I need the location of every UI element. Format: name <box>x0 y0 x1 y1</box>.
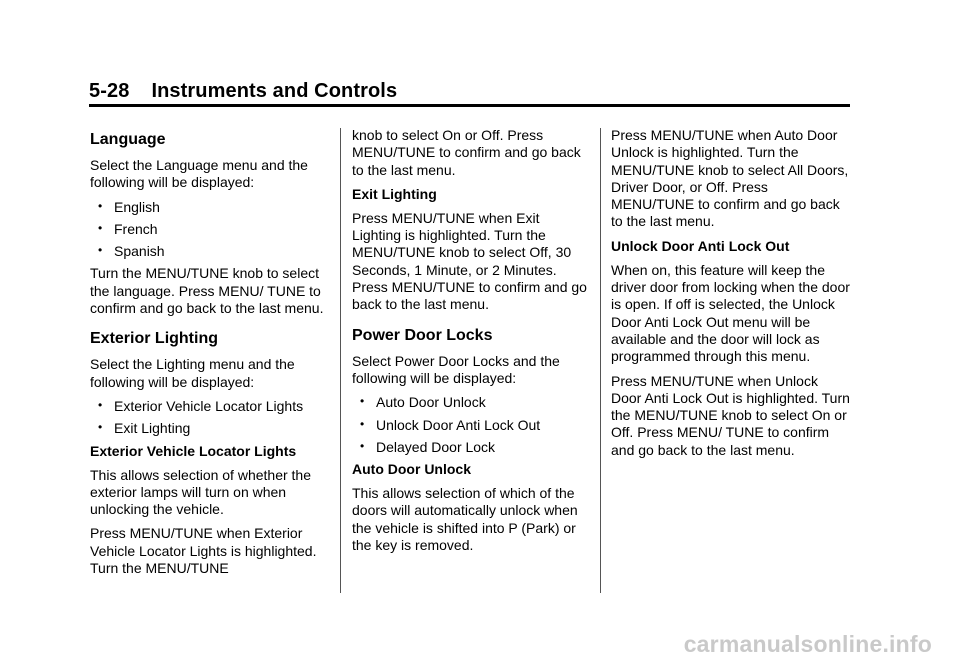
list-item: • Exterior Vehicle Locator Lights <box>98 397 304 414</box>
bullet-icon: • <box>360 394 365 409</box>
heading-unlock-door-anti-lock-out: Unlock Door Anti Lock Out <box>611 237 790 254</box>
list-item: • Delayed Door Lock <box>360 438 496 455</box>
page-number: 5-28 <box>89 80 130 102</box>
bullet-icon: • <box>98 420 103 435</box>
locator-lights-text: This allows selection of whether the exterior lamps will turn on when unlocking the vehicle. <box>90 466 311 518</box>
anti-lock-out-text: When on, this feature will keep the driver door from locking when the door is open. If off is selected, the Unlock Door Anti Lock Out menu will be available and the door will lock as programmed through this menu. <box>611 261 850 365</box>
column-divider-2 <box>600 128 601 593</box>
language-outro: Turn the MENU/TUNE knob to select the language. Press MENU/ TUNE to confirm and go back to the last menu. <box>90 265 324 317</box>
column-3 <box>611 127 851 466</box>
list-item: • English <box>98 198 160 215</box>
heading-exit-lighting: Exit Lighting <box>352 185 437 202</box>
locator-lights-instructions: Press MENU/TUNE when Exterior Vehicle Locator Lights is highlighted. Turn the MENU/TUNE <box>90 525 317 577</box>
power-door-locks-list <box>352 394 592 456</box>
column-divider-1 <box>340 128 341 593</box>
heading-exterior-lighting: Exterior Lighting <box>90 330 218 348</box>
language-list <box>90 199 330 261</box>
bullet-icon: • <box>98 397 103 412</box>
heading-language: Language <box>90 131 166 148</box>
header-rule <box>89 104 850 107</box>
bullet-icon: • <box>360 438 365 453</box>
exterior-lighting-list <box>90 398 330 438</box>
watermark: carmanualsonline.info <box>683 631 932 657</box>
list-item: • French <box>98 220 158 237</box>
exit-lighting-text: Press MENU/TUNE when Exit Lighting is highlighted. Turn the MENU/TUNE knob to select Off, 30 Seconds, 1 Minute, or 2 Minutes. Press MENU/TUNE to confirm and go back to the last menu. <box>352 209 587 313</box>
language-intro: Select the Language menu and the following will be displayed: <box>90 157 308 191</box>
column-1 <box>90 130 330 584</box>
list-item: • Unlock Door Anti Lock Out <box>360 416 541 433</box>
bullet-icon: • <box>98 220 103 235</box>
exterior-lighting-intro: Select the Lighting menu and the following will be displayed: <box>90 356 295 390</box>
list-item: • Auto Door Unlock <box>360 394 486 411</box>
auto-door-unlock-text: This allows selection of which of the doors will automatically unlock when the vehicle is shifted into P (Park) or the key is removed. <box>352 485 578 554</box>
bullet-icon: • <box>360 416 365 431</box>
column-2 <box>352 127 592 561</box>
auto-door-unlock-instructions: Press MENU/TUNE when Auto Door Unlock is highlighted. Turn the MENU/TUNE knob to select All Doors, Driver Door, or Off. Press MENU/TUNE to confirm and go back to the last menu. <box>611 127 849 230</box>
section-title: Instruments and Controls <box>151 80 398 102</box>
bullet-icon: • <box>98 243 103 258</box>
list-item: • Spanish <box>98 243 165 260</box>
heading-power-door-locks: Power Door Locks <box>352 326 493 344</box>
power-door-locks-intro: Select Power Door Locks and the following will be displayed: <box>352 352 560 386</box>
bullet-icon: • <box>98 198 103 213</box>
locator-lights-instructions-cont: knob to select On or Off. Press MENU/TUNE to confirm and go back to the last menu. <box>352 127 581 178</box>
anti-lock-out-instructions: Press MENU/TUNE when Unlock Door Anti Lock Out is highlighted. Turn the MENU/TUNE knob to select On or Off. Press MENU/ TUNE to confirm and go back to the last menu. <box>611 372 850 458</box>
heading-auto-door-unlock: Auto Door Unlock <box>352 461 471 478</box>
list-item: • Exit Lighting <box>98 420 191 437</box>
page-header <box>89 80 397 103</box>
heading-exterior-vehicle-locator-lights: Exterior Vehicle Locator Lights <box>90 442 297 459</box>
